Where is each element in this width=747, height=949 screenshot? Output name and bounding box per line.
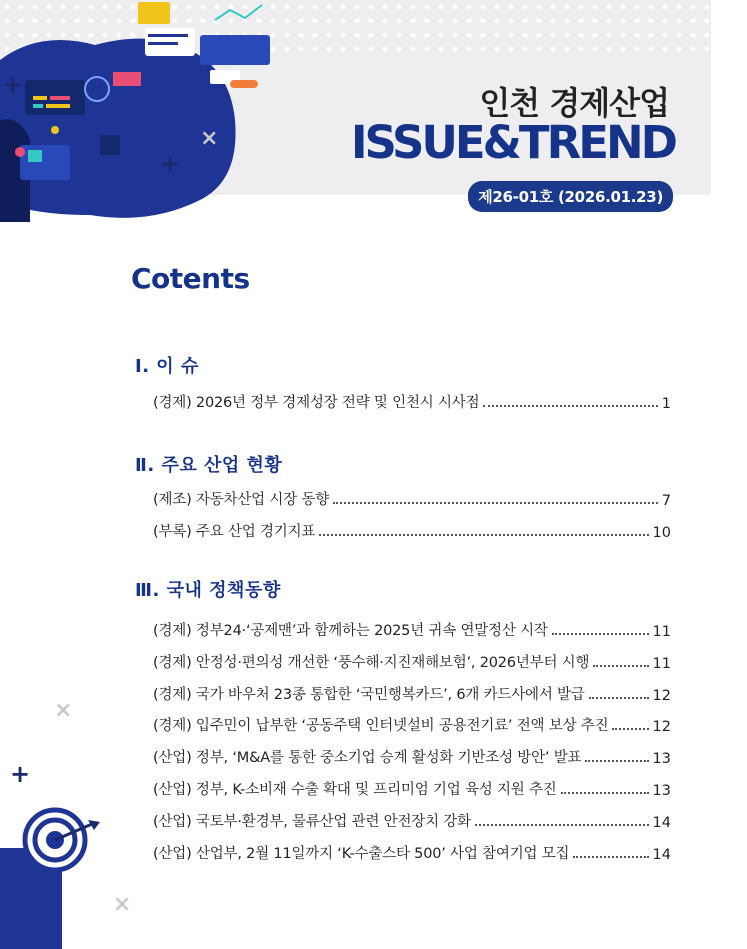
toc-entry[interactable]: (경제) 국가 바우처 23종 통합한 ‘국민행복카드’, 6개 카드사에서 발급 12 [153, 687, 671, 704]
toc-entry[interactable]: (산업) 정부, ‘M&A를 통한 중소기업 승계 활성화 기반조성 방안’ 발표 13 [153, 750, 671, 767]
toc-entry[interactable]: (산업) 산업부, 2월 11일까지 ‘K-수출스타 500’ 사업 참여기업 모집 14 [153, 846, 671, 863]
dot-leader [612, 727, 648, 730]
page-number: 7 [661, 493, 671, 509]
plus-icon: + [2, 70, 24, 100]
plus-icon: + [160, 150, 181, 178]
toc-entry[interactable]: (산업) 정부, K-소비재 수출 확대 및 프리미엄 기업 육성 지원 추진 13 [153, 782, 671, 799]
dot-leader [561, 791, 649, 794]
page-number: 14 [652, 847, 671, 863]
toc-entry[interactable]: (경제) 안정성·편의성 개선한 ‘풍수해·지진재해보험’, 2026년부터 시행 11 [153, 655, 671, 672]
dot-leader [585, 759, 648, 762]
target-icon [0, 800, 110, 949]
page-number: 14 [652, 815, 671, 831]
page-number: 11 [652, 656, 671, 672]
dashboard-illustration [0, 0, 300, 222]
page-number: 10 [652, 525, 671, 541]
dot-leader [593, 664, 648, 667]
dot-leader [589, 696, 649, 699]
dot-leader [333, 501, 658, 504]
toc-entry[interactable]: (부록) 주요 산업 경기지표 10 [153, 524, 671, 541]
plus-icon: + [10, 760, 31, 788]
page-number: 11 [652, 624, 671, 640]
cross-icon: × [113, 892, 132, 917]
page-number: 1 [661, 396, 671, 412]
dot-leader [573, 855, 648, 858]
title-english: ISSUE&TREND [350, 116, 675, 169]
dot-leader [552, 632, 649, 635]
cross-icon: × [200, 126, 219, 151]
cross-icon: × [54, 698, 73, 723]
toc-entry[interactable]: (경제) 2026년 정부 경제성장 전략 및 인천시 시사점 1 [153, 395, 671, 412]
dot-leader [475, 823, 649, 826]
issue-number-badge: 제26-01호 (2026.01.23) [468, 181, 673, 212]
contents-title: Cotents [131, 262, 250, 295]
dot-leader [319, 533, 648, 536]
toc-entry[interactable]: (제조) 자동차산업 시장 동향 7 [153, 492, 671, 509]
page-number: 12 [652, 719, 671, 735]
toc-entry[interactable]: (경제) 입주민이 납부한 ‘공동주택 인터넷설비 공용전기료’ 전액 보상 추진 12 [153, 718, 671, 735]
page-number: 13 [652, 751, 671, 767]
section-heading-1: Ⅰ. 이 슈 [135, 356, 199, 377]
toc-entry[interactable]: (산업) 국토부·환경부, 물류산업 관련 안전장치 강화 14 [153, 814, 671, 831]
toc-entry[interactable]: (경제) 정부24·‘공제맨’과 함께하는 2025년 귀속 연말정산 시작 11 [153, 623, 671, 640]
section-heading-2: Ⅱ. 주요 산업 현황 [135, 455, 283, 476]
page-number: 12 [652, 688, 671, 704]
page-number: 13 [652, 783, 671, 799]
title-korean: 인천 경제산업 [479, 84, 669, 122]
section-heading-3: Ⅲ. 국내 정책동향 [135, 580, 281, 601]
dot-leader [483, 404, 657, 407]
